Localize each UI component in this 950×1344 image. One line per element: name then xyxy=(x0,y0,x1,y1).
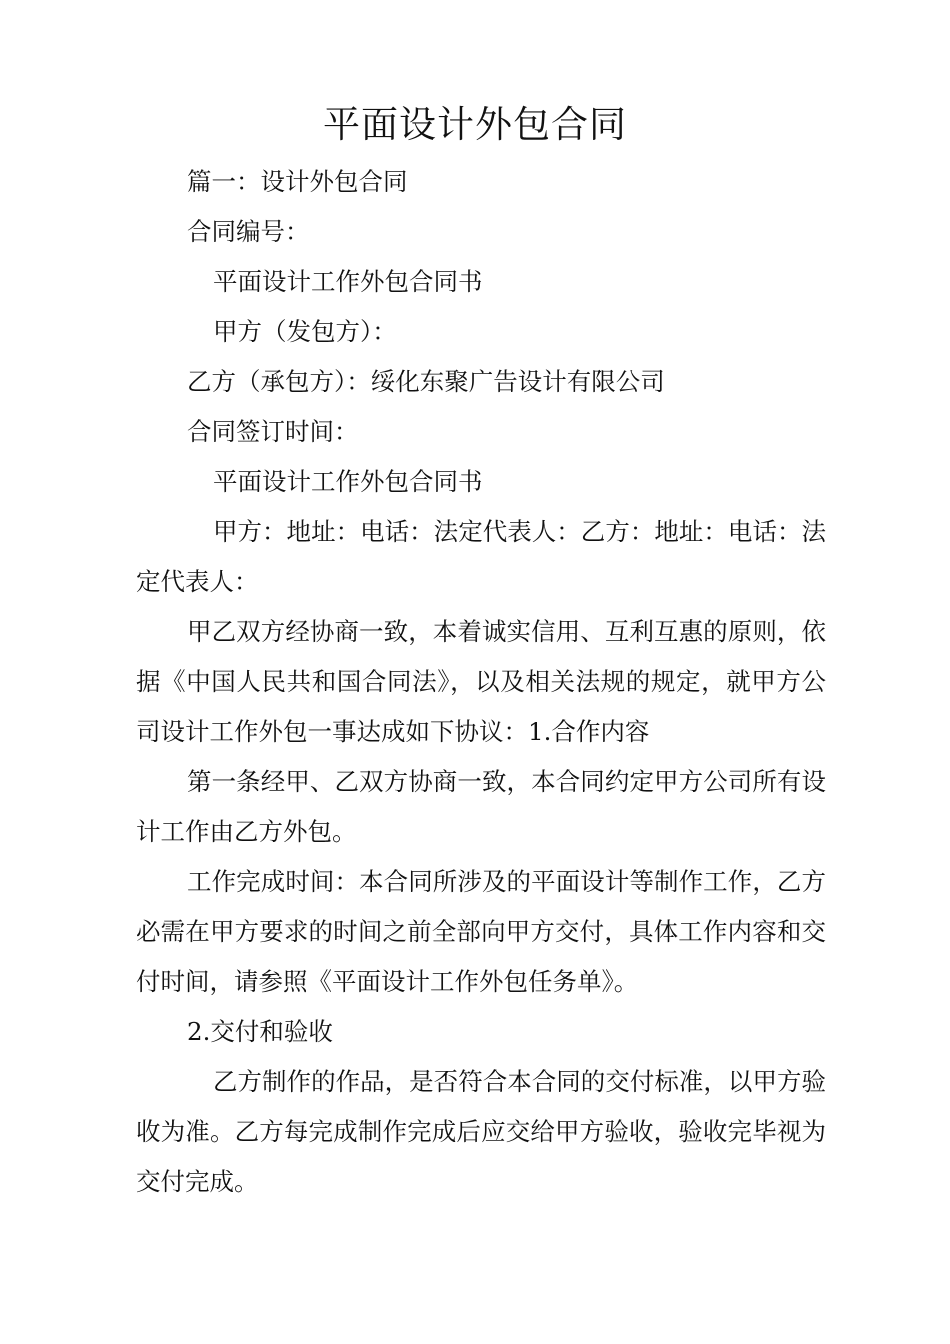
contract-name: 平面设计工作外包合同书 xyxy=(213,267,483,296)
section-heading: 篇一：设计外包合同 xyxy=(187,167,408,196)
contract-name-repeat: 平面设计工作外包合同书 xyxy=(213,467,483,496)
delivery-heading: 2.交付和验收 xyxy=(187,1017,333,1046)
document-title: 平面设计外包合同 xyxy=(323,103,627,146)
signing-date-label: 合同签订时间： xyxy=(187,417,359,446)
party-b-label: 乙方（承包方）：绥化东聚广告设计有限公司 xyxy=(187,367,665,396)
article-one: 第一条经甲、乙双方协商一致，本合同约定甲方公司所有设计工作由乙方外包。 xyxy=(136,767,826,846)
acceptance-clause: 乙方制作的作品，是否符合本合同的交付标准，以甲方验收为准。乙方每完成制作完成后应交给甲方验收，验收完毕视为交付完成。 xyxy=(136,1067,826,1196)
document-body xyxy=(136,157,826,1207)
agreement-preamble: 甲乙双方经协商一致，本着诚实信用、互利互惠的原则，依据《中国人民共和国合同法》，以及相关法规的规定，就甲方公司设计工作外包一事达成如下协议：1.合作内容 xyxy=(136,617,826,746)
contract-number-label: 合同编号： xyxy=(187,217,310,246)
completion-time-clause: 工作完成时间：本合同所涉及的平面设计等制作工作，乙方必需在甲方要求的时间之前全部向甲方交付，具体工作内容和交付时间，请参照《平面设计工作外包任务单》。 xyxy=(136,867,826,996)
party-details: 甲方：地址：电话：法定代表人：乙方：地址：电话：法定代表人： xyxy=(136,517,826,596)
party-a-label: 甲方（发包方）： xyxy=(213,317,397,346)
